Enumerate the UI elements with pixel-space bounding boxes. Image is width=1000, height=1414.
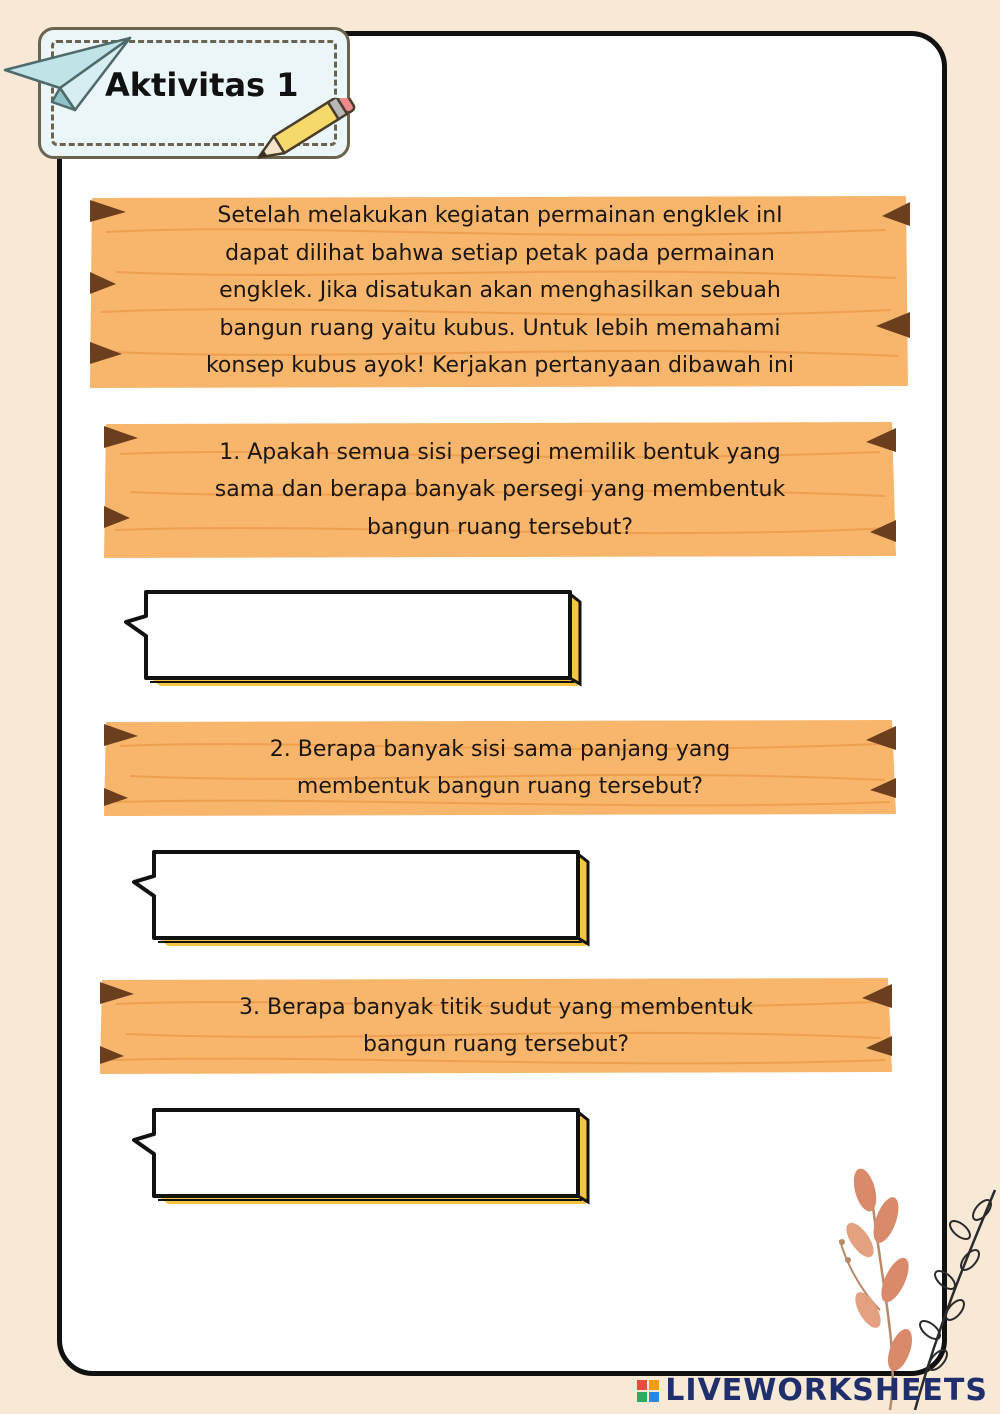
answer-box-2[interactable] (130, 850, 595, 948)
question-3-text: 3. Berapa banyak titik sudut yang membentuk bangun ruang tersebut? (239, 994, 753, 1057)
question-3-plank (96, 976, 896, 1076)
answer-box-1[interactable] (122, 590, 587, 688)
intro-text: Setelah melakukan kegiatan permainan engklek inI dapat dilihat bahwa setiap petak pada permainan engklek. Jika disatukan akan menghasilkan sebuah bangun ruang yaitu kubus. Untuk lebih memahami konsep kubus ayok! Kerjakan pertanyaan dibawah ini (205, 203, 795, 379)
pencil-icon (244, 98, 362, 166)
liveworksheets-brand (637, 1373, 988, 1408)
question-1-text: 1. Apakah semua sisi persegi memilik bentuk yang sama dan berapa banyak persegi yang membentuk bangun ruang tersebut? (214, 439, 786, 540)
answer-input-3[interactable] (158, 1116, 578, 1188)
page-title: Aktivitas 1 (105, 66, 299, 104)
answer-input-2[interactable] (158, 858, 578, 930)
question-1-plank (100, 420, 900, 560)
brand-text: LIVEWORKSHEETS (665, 1373, 988, 1408)
liveworksheets-logo-icon (637, 1380, 659, 1402)
question-2-text: 2. Berapa banyak sisi sama panjang yang membentuk bangun ruang tersebut? (269, 736, 731, 799)
answer-box-3[interactable] (130, 1108, 595, 1206)
question-2-plank (100, 718, 900, 818)
intro-plank (86, 192, 914, 390)
answer-input-1[interactable] (150, 598, 570, 670)
